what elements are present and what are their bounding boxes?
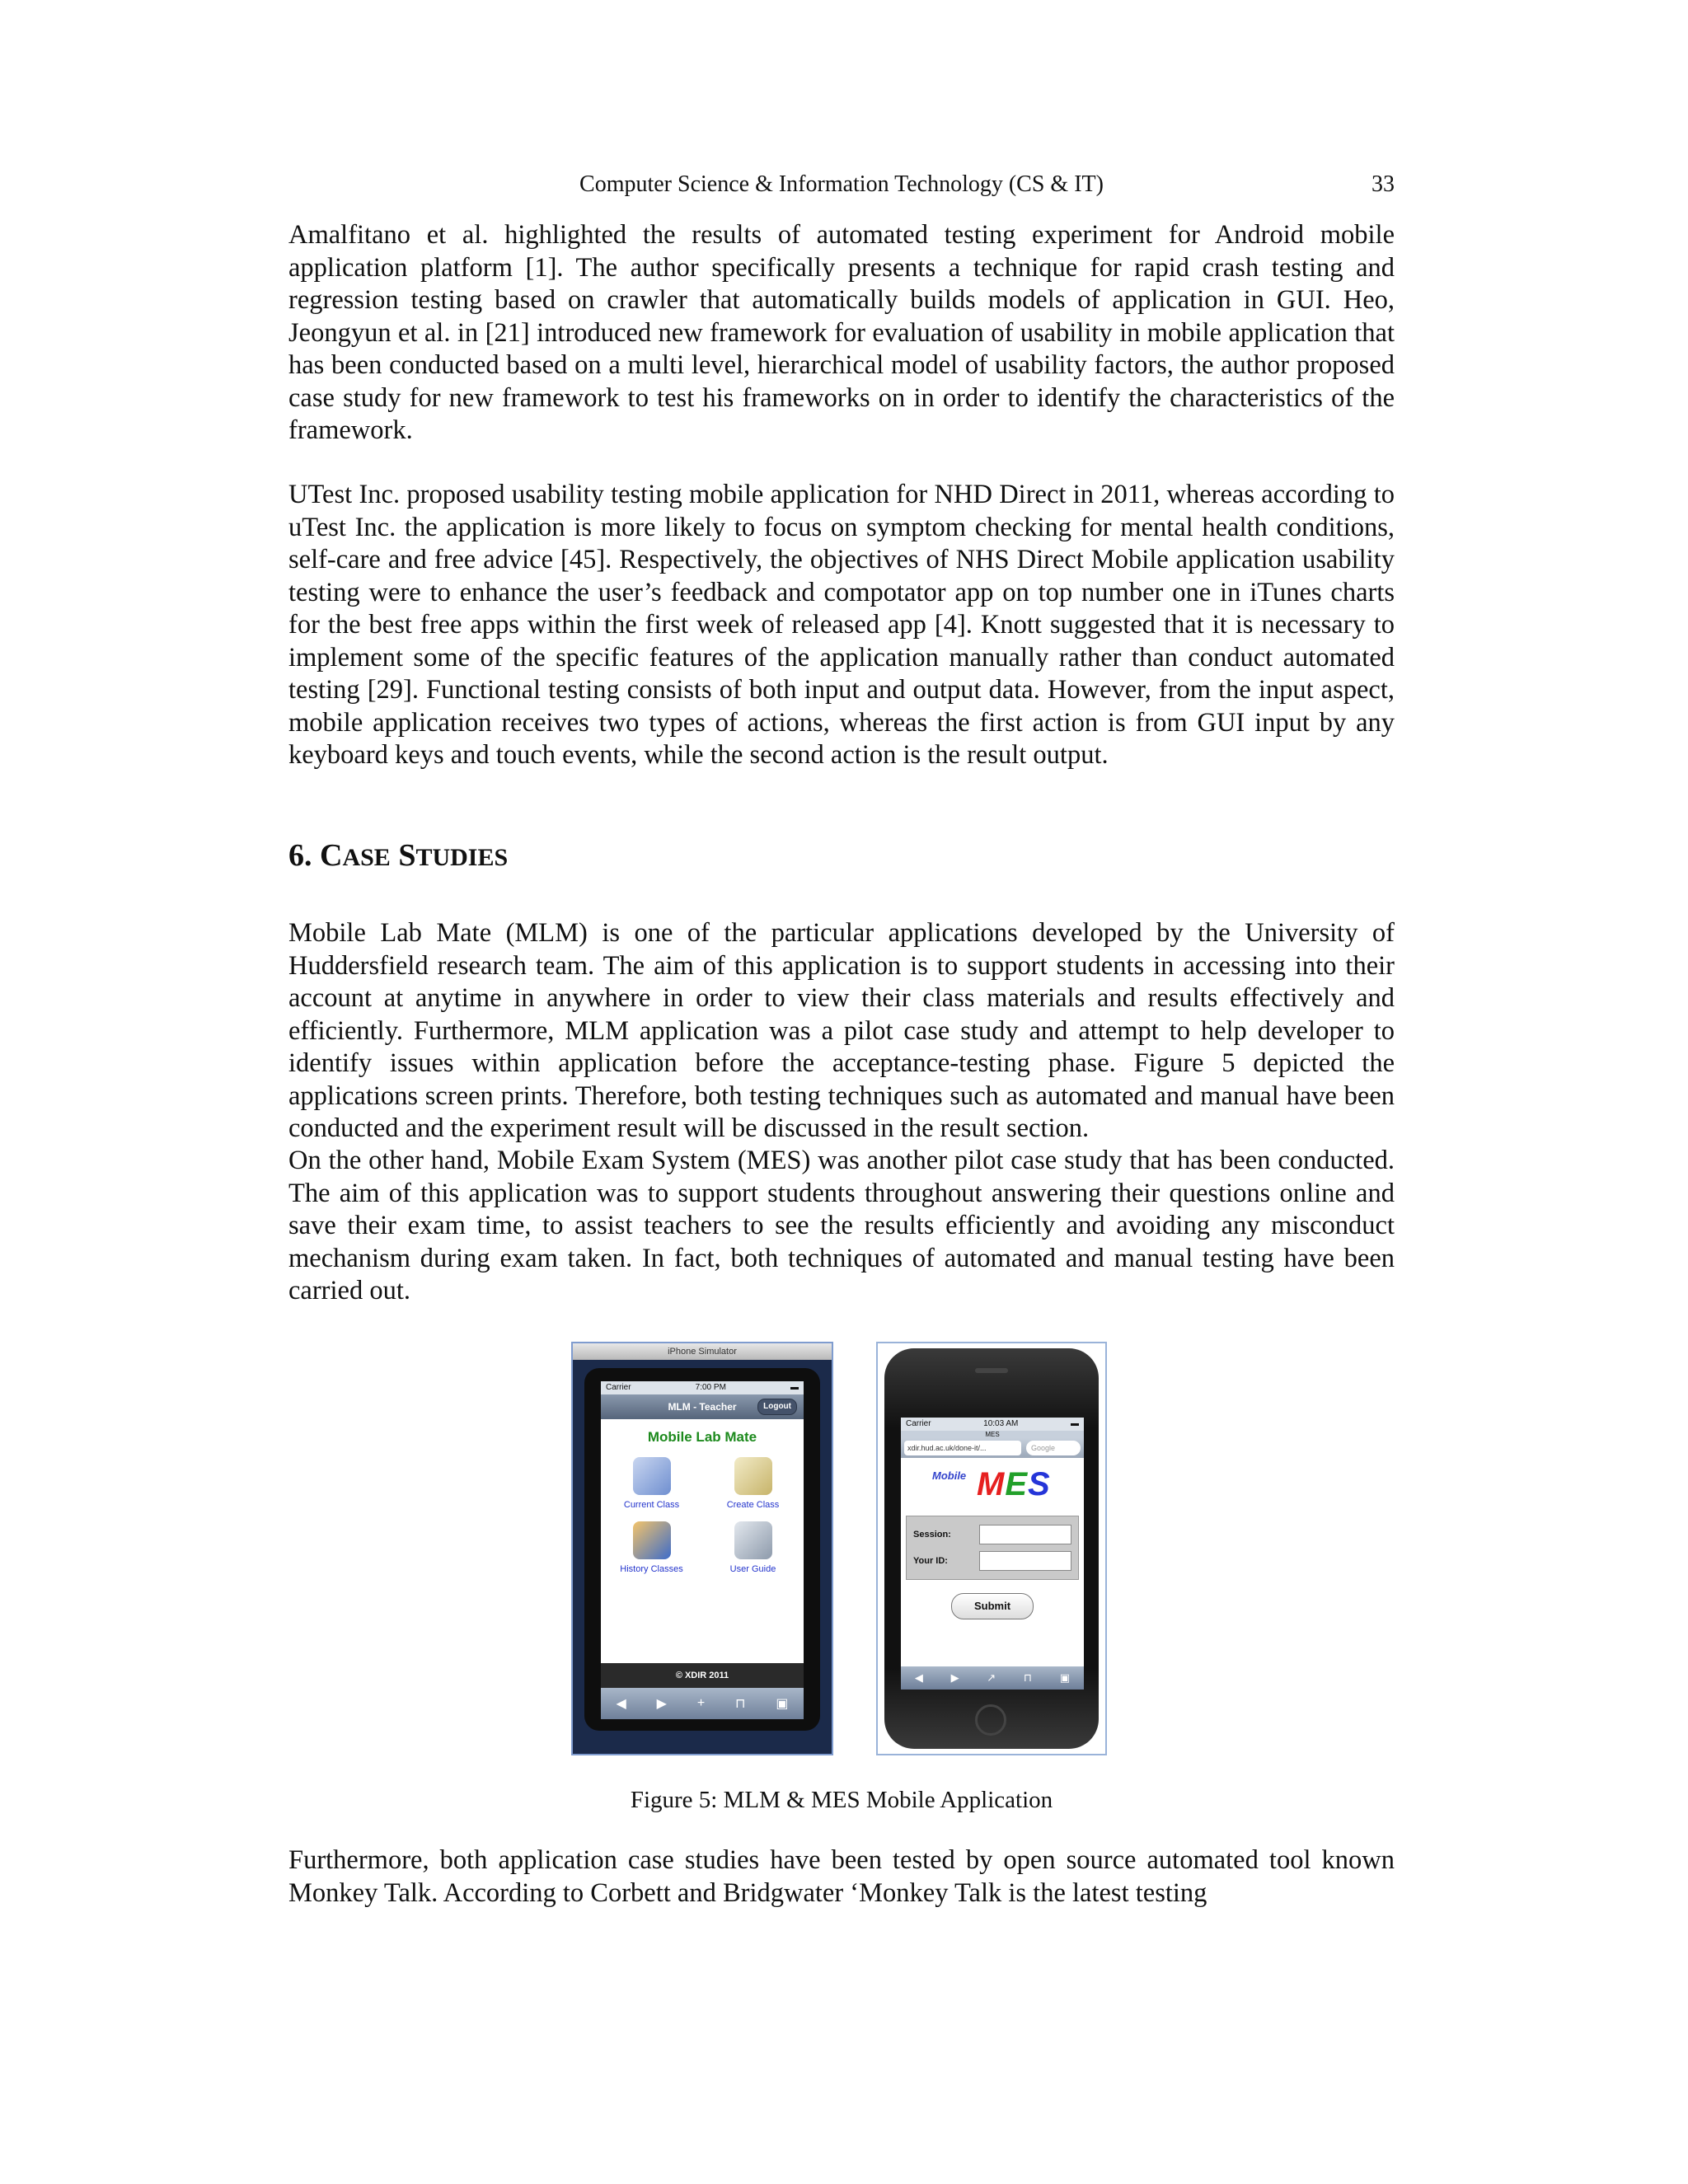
speaker-grille (975, 1368, 1008, 1373)
section-heading: 6. CASE STUDIES (288, 838, 509, 873)
id-input[interactable] (979, 1551, 1071, 1571)
logout-button[interactable]: Logout (757, 1399, 797, 1415)
session-row (913, 1521, 1071, 1548)
back-icon[interactable]: ◀ (616, 1697, 626, 1711)
menu-create-class[interactable]: Create Class (702, 1457, 804, 1510)
paragraph-mlm: Mobile Lab Mate (MLM) is one of the particular applications developed by the University of Huddersfield research team. The aim of this application is to support students in accessing into their account at anytime in anywhere in order to view their class materials and results effectively and efficiently. Furthermore, MLM application was a pilot case study and attempt to help developer to identify issues within application before the acceptance-testing phase. Figure 5 depicted the applications screen prints. Therefore, both testing techniques such as automated and manual have been conducted and the experiment result will be discussed in the result section. (288, 918, 1395, 1143)
id-label: Your ID: (913, 1556, 948, 1566)
history-classes-icon (633, 1521, 671, 1559)
logo-mobile-text: Mobile (932, 1469, 967, 1482)
address-bar (901, 1438, 1084, 1458)
mes-screen (901, 1418, 1084, 1690)
url-field[interactable]: xdir.hud.ac.uk/done-it/... (904, 1441, 1021, 1455)
journal-title: Computer Science & Information Technology (CS & IT) (579, 171, 1104, 197)
nav-bar (601, 1394, 804, 1419)
paragraph-mes: On the other hand, Mobile Exam System (MES) was another pilot case study that has been conducted. The aim of this application was to support students throughout answering their questions online and save their exam time, to assist teachers to see the results efficiently and avoiding any misconduct mechanism during exam taken. In fact, both techniques of automated and manual testing have been carried out. (288, 1146, 1395, 1305)
bookmarks-icon[interactable]: ⊓ (735, 1697, 746, 1711)
forward-icon[interactable]: ▶ (656, 1697, 667, 1711)
nav-title: MLM - Teacher (668, 1401, 737, 1413)
iphone-frame (884, 1348, 1099, 1749)
battery-icon: ▬ (790, 1383, 799, 1392)
session-label: Session: (913, 1530, 951, 1540)
clock: 7:00 PM (695, 1383, 726, 1392)
id-row (913, 1548, 1071, 1574)
create-class-icon (734, 1457, 772, 1495)
app-title: Mobile Lab Mate (647, 1429, 757, 1445)
carrier-label: Carrier (906, 1419, 931, 1428)
clock: 10:03 AM (983, 1419, 1019, 1428)
paragraph-monkey-talk: Furthermore, both application case studies have been tested by open source automated tool known Monkey Talk. According to Corbett and Bridgwater ‘Monkey Talk is the latest testing (288, 1845, 1395, 1908)
mes-screenshot (876, 1342, 1107, 1755)
status-bar (901, 1418, 1084, 1431)
status-bar (601, 1381, 804, 1394)
search-field[interactable]: Google (1026, 1441, 1081, 1455)
mlm-screen (601, 1381, 804, 1719)
copyright-bar: © XDIR 2011 (601, 1663, 804, 1688)
share-icon[interactable]: ↗ (987, 1671, 996, 1684)
menu-user-guide[interactable]: User Guide (702, 1521, 804, 1574)
page-number: 33 (1372, 171, 1395, 197)
simulator-title: iPhone Simulator (573, 1343, 832, 1360)
back-icon[interactable]: ◀ (914, 1671, 923, 1684)
tabs-icon[interactable]: ▣ (1059, 1671, 1071, 1684)
submit-button[interactable]: Submit (951, 1593, 1034, 1619)
running-header (288, 171, 1395, 204)
figure-caption: Figure 5: MLM & MES Mobile Application (630, 1787, 1053, 1813)
session-input[interactable] (979, 1525, 1071, 1544)
home-button[interactable] (975, 1704, 1006, 1736)
phone-frame (584, 1368, 820, 1731)
menu-current-class[interactable]: Current Class (601, 1457, 702, 1510)
carrier-label: Carrier (606, 1383, 631, 1392)
paragraph-amalfitano: Amalfitano et al. highlighted the results of automated testing experiment for Android mobile application platform [1]. The author specifically presents a technique for rapid crash testing and regression testing based on crawler that automatically builds models of application in GUI. Heo, Jeongyun et al. in [21] introduced new framework for evaluation of usability in mobile application that has been conducted based on a multi level, hierarchical model of usability factors, the author proposed case study for new framework to test his frameworks on in order to identify the characteristics of the framework. (288, 220, 1395, 445)
mes-logo: MES (977, 1466, 1051, 1502)
forward-icon[interactable]: ▶ (950, 1671, 959, 1684)
menu-history-classes[interactable]: History Classes (601, 1521, 702, 1574)
user-guide-icon (734, 1521, 772, 1559)
current-class-icon (633, 1457, 671, 1495)
paragraph-utest: UTest Inc. proposed usability testing mobile application for NHD Direct in 2011, whereas according to uTest Inc. the application is more likely to focus on symptom checking for mental health conditions, self-care and free advice [45]. Respectively, the objectives of NHS Direct Mobile application usability testing were to enhance the user’s feedback and compotator app on top number one in iTunes charts for the best free apps within the first week of released app [4]. Knott suggested that it is necessary to implement some of the specific features of the application manually rather than conduct automated testing [29]. Functional testing consists of both input and output data. However, from the input aspect, mobile application receives two types of actions, whereas the first action is from GUI input by any keyboard keys and touch events, while the second action is the result output. (288, 480, 1395, 770)
menu-grid (601, 1457, 804, 1574)
page-title: MES (901, 1431, 1084, 1438)
bookmarks-icon[interactable]: ⊓ (1023, 1671, 1033, 1684)
battery-icon: ▬ (1070, 1419, 1079, 1428)
browser-toolbar (601, 1688, 804, 1719)
mlm-screenshot (571, 1342, 833, 1755)
browser-toolbar (901, 1666, 1084, 1690)
mes-logo-area (901, 1458, 1084, 1516)
add-icon[interactable]: + (696, 1696, 706, 1710)
login-form (906, 1516, 1079, 1580)
tabs-icon[interactable]: ▣ (776, 1697, 789, 1711)
